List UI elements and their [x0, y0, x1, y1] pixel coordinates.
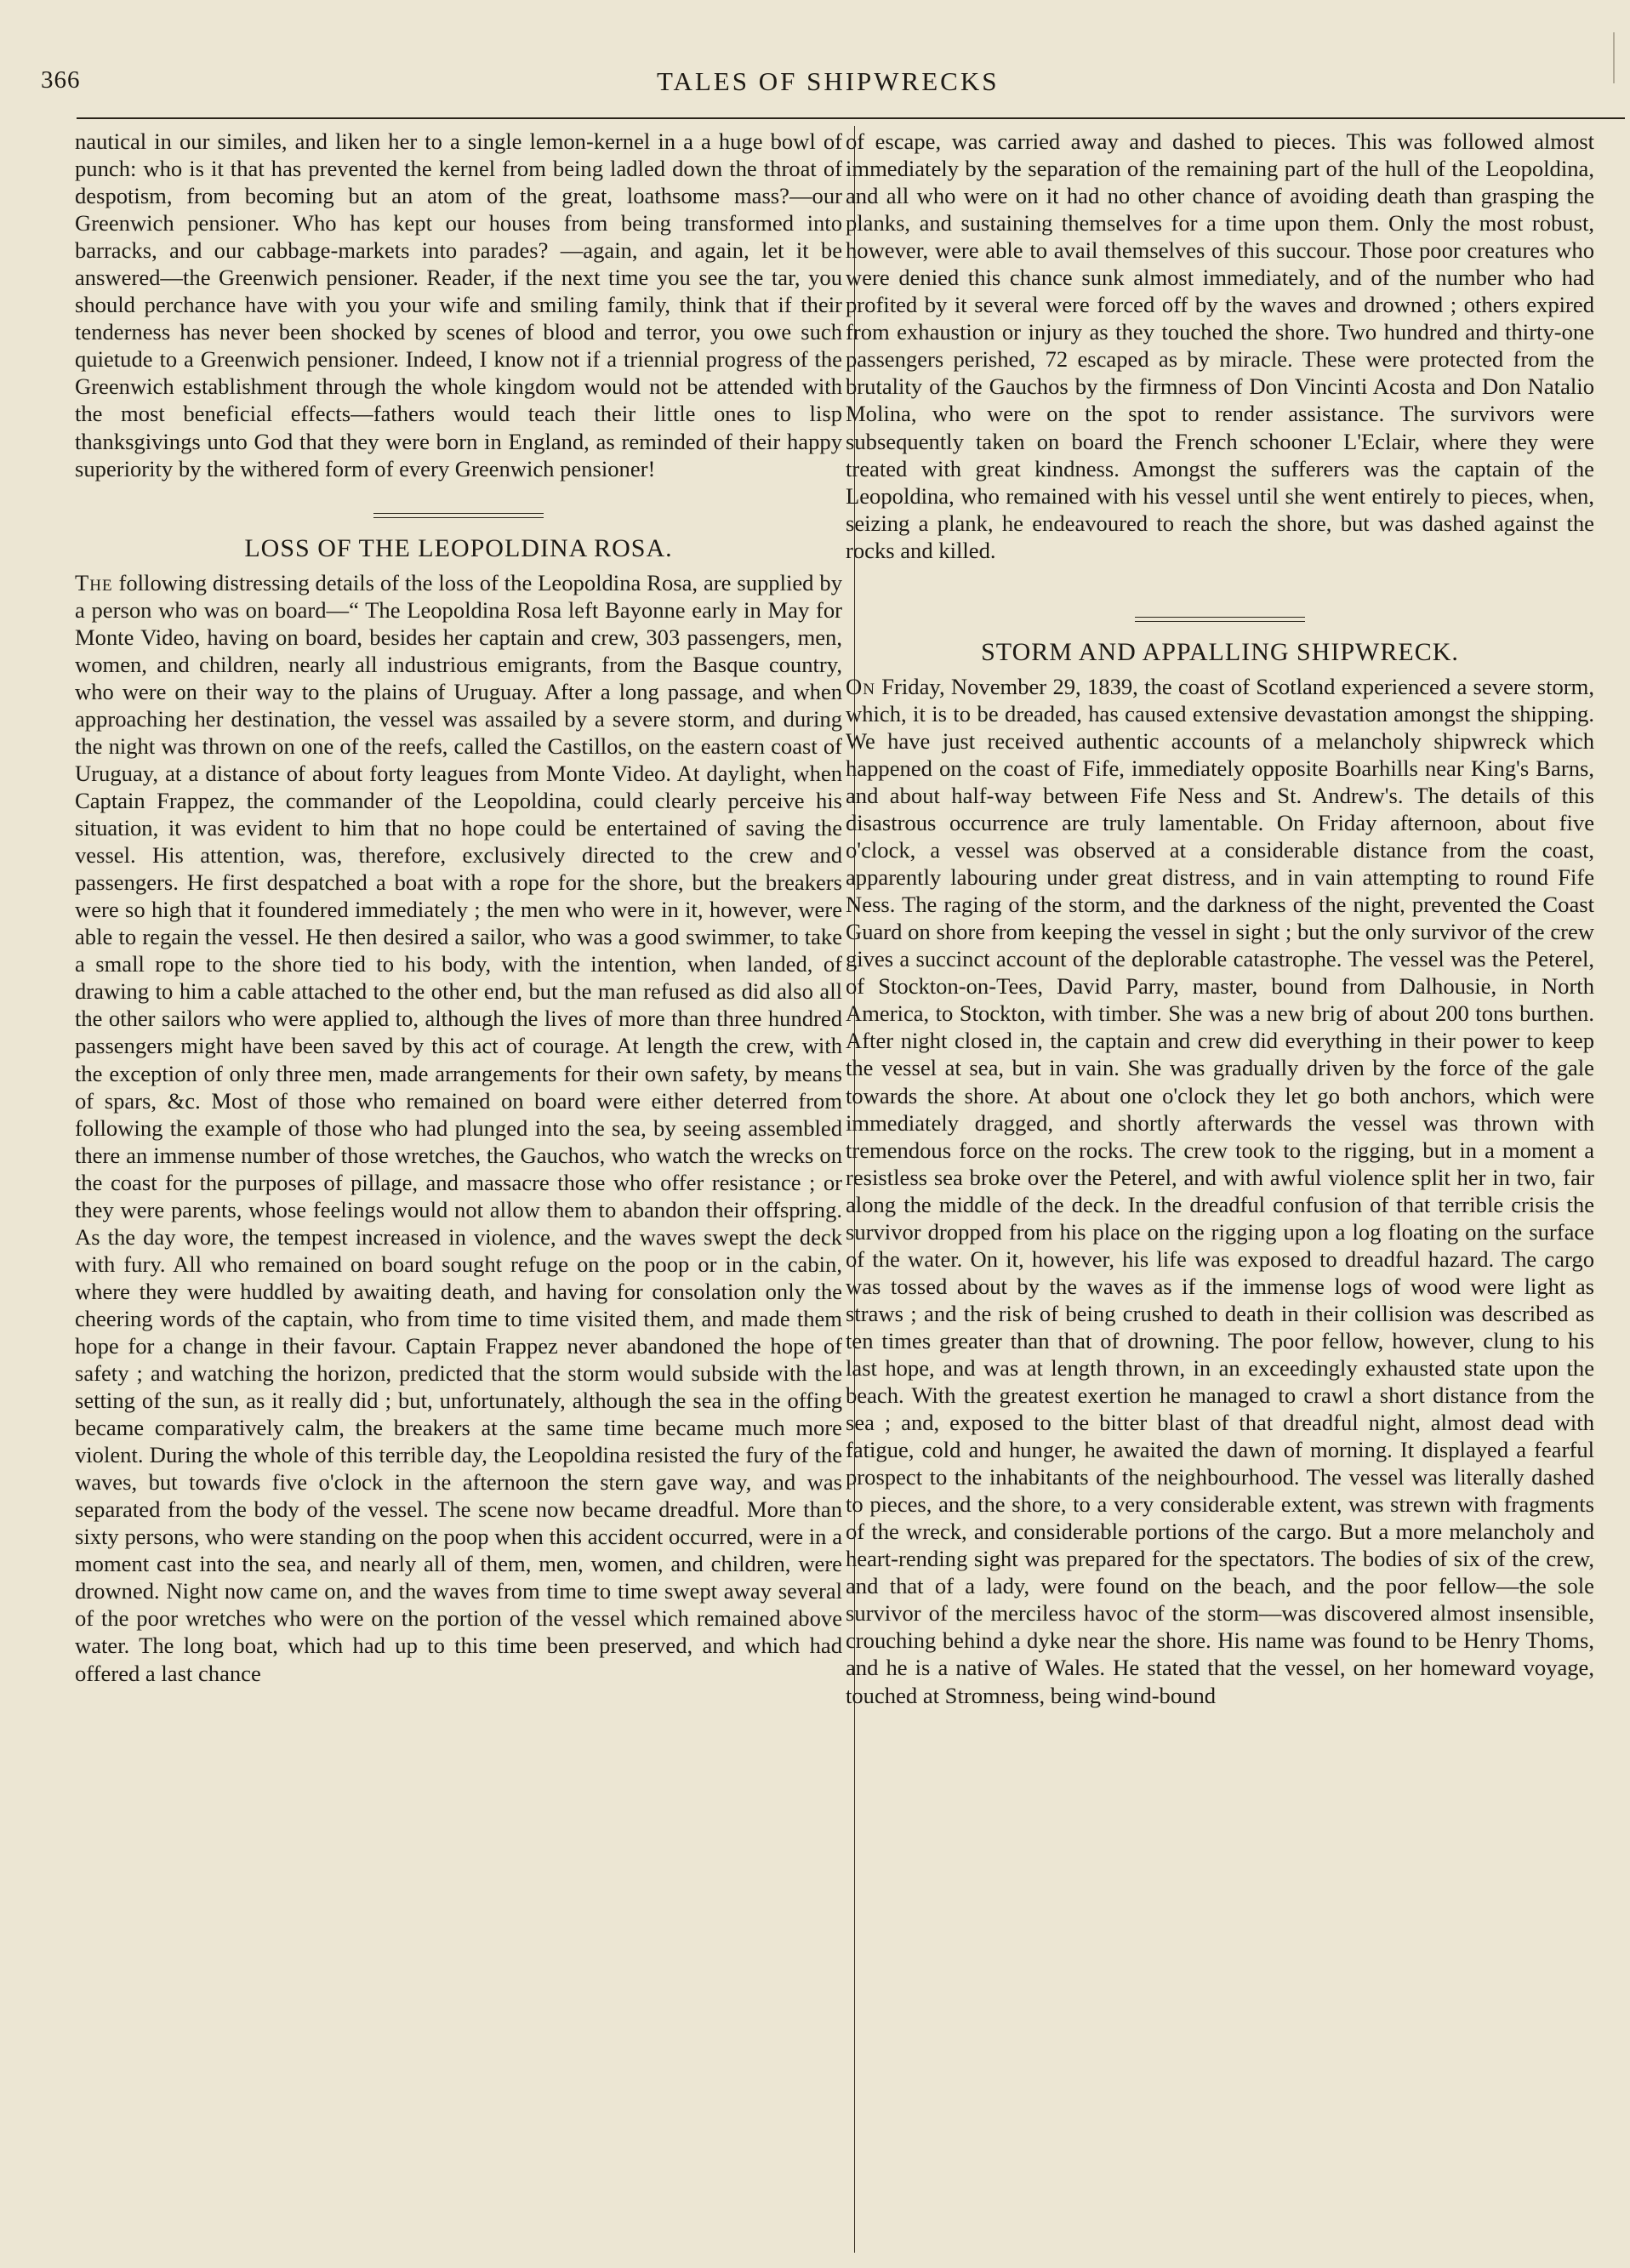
left-column	[75, 128, 842, 1687]
article-body-storm	[846, 673, 1594, 1709]
article-body-leopoldina	[75, 569, 842, 1687]
header-rule	[77, 117, 1625, 119]
running-title: TALES OF SHIPWRECKS	[657, 66, 1000, 96]
article-text: following distressing details of the loss of the Leopoldina Rosa, are supplied by a person who was on board—“ The Leopoldina Rosa left Bayonne early in May for Monte Video, having on board, besides her captain and crew, 303 passengers, men, women, and children, nearly all industrious emigrants, from the Basque country, who were on their way to the plains of Uruguay. After a long passage, and when approaching her destination, the vessel was assailed by a severe storm, and during the night was thrown on one of the reefs, called the Castillos, on the eastern coast of Uruguay, at a distance of about forty leagues from Monte Video. At daylight, when Captain Frappez, the commander of the Leopoldina, could clearly perceive his situation, it was evident to him that no hope could be entertained of saving the vessel. His attention, was, therefore, exclusively directed to the crew and passengers. He first despatched a boat with a rope for the shore, but the breakers were so high that it foundered immediately ; the men who were in it, however, were able to regain the vessel. He then desired a sailor, who was a good swimmer, to take a small rope to the shore tied to his body, with the intention, when landed, of drawing to him a cable attached to the other end, but the man refused as did also all the other sailors who were applied to, although the lives of more than three hundred passengers might have been saved by this act of courage. At length the crew, with the exception of only three men, made arrangements for their own safety, by means of spars, &c. Most of those who remained on board were either deterred from following the example of those who had plunged into the sea, by seeing assembled there an immense number of those wretches, the Gauchos, who watch the wrecks on the coast for the purposes of pillage, and massacre those who offer resistance ; or they were parents, whose feelings would not allow them to abandon their offspring. As the day wore, the tempest increased in violence, and the waves swept the deck with fury. All who remained on board sought refuge on the poop or in the cabin, where they were huddled by awaiting death, and having for consolation only the cheering words of the captain, who from time to time visited them, and made them hope for a change in their favour. Captain Frappez never abandoned the hope of safety ; and watching the horizon, predicted that the storm would subside with the setting of the sun, as it really did ; but, unfortunately, although the sea in the offing became comparatively calm, the breakers at the same time became much more violent. During the whole of this terrible day, the Leopoldina resisted the fury of the waves, but towards five o'clock in the afternoon the stern gave way, and was separated from the body of the vessel. The scene now became dreadful. More than sixty persons, who were standing on the poop when this accident occurred, were in a moment cast into the sea, and nearly all of them, men, women, and children, were drowned. Night now came on, and the waves from time to time swept away several of the poor wretches who were on the portion of the vessel which remained above water. The long boat, which had up to this time been preserved, and which had offered a last chance	[75, 569, 843, 1686]
article-title-leopoldina: LOSS OF THE LEOPOLDINA ROSA.	[244, 533, 673, 562]
article-first-word: On	[846, 673, 875, 699]
right-column	[846, 128, 1594, 1709]
article-title-storm: STORM AND APPALLING SHIPWRECK.	[981, 637, 1459, 666]
section-rule	[1135, 617, 1305, 622]
article-first-word: The	[75, 569, 113, 595]
page-number: 366	[41, 66, 81, 94]
continued-article-text: nautical in our similes, and liken her to a single lemon-kernel in a a huge bowl of punch: who is it that has prevented the kernel from being ladled down the throat of despotism, from becoming but an atom of the great, loathsome mass?—our Greenwich pensioner. Who has kept our houses from being transformed into barracks, and our cabbage-markets into parades? —again, and again, let it be answered—the Greenwich pensioner. Reader, if the next time you see the tar, you should perchance have with you your wife and smiling family, think that if their tenderness has never been shocked by scenes of blood and terror, you owe such quietude to a Greenwich pensioner. Indeed, I know not if a triennial progress of the Greenwich establishment through the whole kingdom would not be attended with the most beneficial effects—fathers would teach their little ones to lisp thanksgivings unto God that they were born in England, as reminded of their happy superiority by the withered form of every Greenwich pensioner!	[75, 128, 842, 482]
continued-leopoldina-text: of escape, was carried away and dashed to pieces. This was followed almost immediately by the separation of the remaining part of the hull of the Leopoldina, and all who were on it had no other chance of avoiding death than grasping the planks, and sustaining themselves for a time upon them. Only the most robust, however, were able to avail themselves of this succour. Those poor creatures who were denied this chance sunk almost immediately, and of the number who had profited by it several were forced off by the waves and drowned ; others expired from exhaustion or injury as they touched the shore. Two hundred and thirty-one passengers perished, 72 escaped as by miracle. These were protected from the brutality of the Gauchos by the firmness of Don Vincinti Acosta and Don Natalio Molina, who were on the spot to render assistance. The survivors were subsequently taken on board the French schooner L'Eclair, where they were treated with great kindness. Amongst the sufferers was the captain of the Leopoldina, who remained with his vessel until she went entirely to pieces, when, seizing a plank, he endeavoured to reach the shore, but was dashed against the rocks and killed.	[846, 128, 1594, 563]
section-rule	[373, 513, 544, 518]
article-text: Friday, November 29, 1839, the coast of Scotland experienced a severe storm, which, it is to be dreaded, has caused extensive devastation amongst the shipping. We have just received authentic accounts of a melancholy shipwreck which happened on the coast of Fife, immediately opposite Boarhills near King's Barns, and about half-way between Fife Ness and St. Andrew's. The details of this disastrous occurrence are truly lamentable. On Friday afternoon, about five o'clock, a vessel was observed at a considerable distance from the coast, apparently labouring under great distress, and in vain attempting to round Fife Ness. The raging of the storm, and the darkness of the night, prevented the Coast Guard on shore from keeping the vessel in sight ; but the only survivor of the crew gives a succinct account of the deplorable catastrophe. The vessel was the Peterel, of Stockton-on-Tees, David Parry, master, bound from Dalhousie, in North America, to Stockton, with timber. She was a new brig of about 200 tons burthen. After night closed in, the captain and crew did everything in their power to keep the vessel at sea, but in vain. She was gradually driven by the force of the gale towards the shore. At about one o'clock they let go both anchors, which were immediately dragged, and shortly afterwards the vessel was thrown with tremendous force on the rocks. The crew took to the rigging, but in a moment a resistless sea broke over the Peterel, and with awful violence split her in two, fair along the middle of the deck. In the dreadful confusion of that terrible crisis the survivor dropped from his place on the rigging upon a log floating on the surface of the water. On it, however, his life was exposed to dreadful hazard. The cargo was tossed about by the waves as if the immense logs of wood were light as straws ; and the risk of being crushed to death in their collision was described as ten times greater than that of drowning. The poor fellow, however, clung to his last hope, and was at length thrown, in an exceedingly exhausted state upon the beach. With the greatest exertion he managed to crawl a short distance from the sea ; and, exposed to the bitter blast of that dreadful night, almost dead with fatigue, cold and hunger, he awaited the dawn of morning. It displayed a fearful prospect to the inhabitants of the neighbourhood. The vessel was literally dashed to pieces, and the shore, to a very considerable extent, was strewn with fragments of the wreck, and considerable portions of the cargo. But a more melancholy and heart-rending sight was prepared for the spectators. The bodies of six of the crew, and that of a lady, were found on the beach, and the poor fellow—the sole survivor of the merciless havoc of the storm—was discovered almost insensible, crouching behind a dyke near the shore. His name was found to be Henry Thoms, and he is a native of Wales. He stated that the vessel, on her homeward voyage, touched at Stromness, being wind-bound	[846, 673, 1594, 1708]
page-edge-mark	[1613, 32, 1623, 83]
